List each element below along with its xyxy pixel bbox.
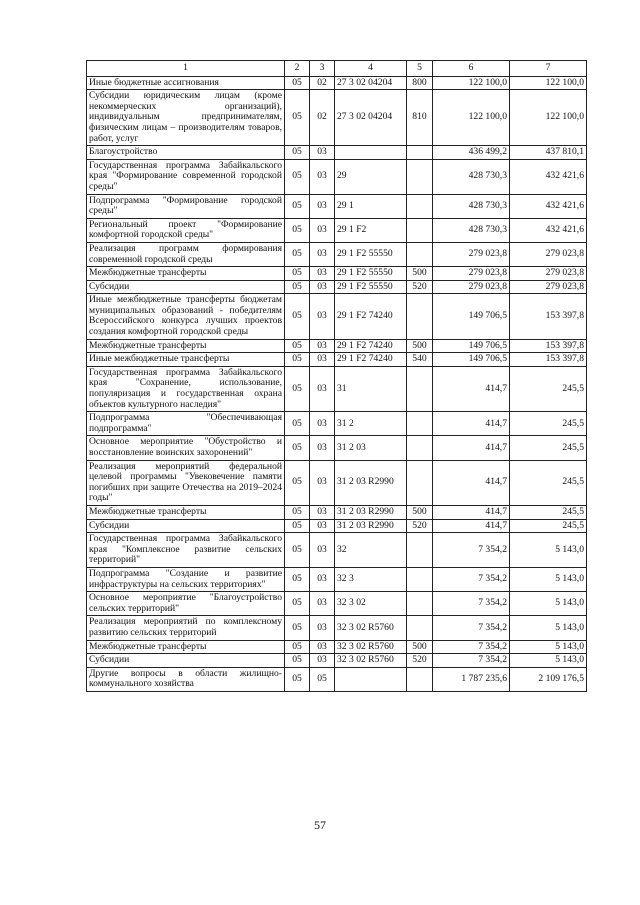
amount-year1-cell: 7 354,2 xyxy=(433,654,510,668)
table-row xyxy=(87,667,587,691)
table-row xyxy=(87,460,587,505)
expense-type-cell xyxy=(407,218,433,242)
row-name-cell: Основное мероприятие "Обустройство и восстановление воинских захоронений" xyxy=(87,436,285,460)
amount-year1-cell: 414,7 xyxy=(433,436,510,460)
target-article-cell: 32 3 02 R5760 xyxy=(335,640,407,654)
expense-type-cell: 500 xyxy=(407,339,433,353)
subsection-code-cell: 03 xyxy=(310,194,335,218)
row-name-cell: Региональный проект "Формирование комфортной городской среды" xyxy=(87,218,285,242)
amount-year2-cell: 245,5 xyxy=(510,366,587,411)
amount-year1-cell: 7 354,2 xyxy=(433,592,510,616)
amount-year1-cell: 7 354,2 xyxy=(433,616,510,640)
section-code-cell: 05 xyxy=(285,436,310,460)
amount-year2-cell: 5 143,0 xyxy=(510,567,587,591)
expense-type-cell: 800 xyxy=(407,76,433,90)
row-name-cell: Иные межбюджетные трансферты xyxy=(87,353,285,367)
section-code-cell: 05 xyxy=(285,567,310,591)
amount-year1-cell: 279 023,8 xyxy=(433,267,510,281)
amount-year2-cell: 245,5 xyxy=(510,436,587,460)
table-row xyxy=(87,218,587,242)
amount-year1-cell: 122 100,0 xyxy=(433,90,510,146)
expense-type-cell: 500 xyxy=(407,505,433,519)
subsection-code-cell: 03 xyxy=(310,267,335,281)
expense-type-cell: 500 xyxy=(407,267,433,281)
row-name-cell: Иные бюджетные ассигнования xyxy=(87,76,285,90)
amount-year2-cell: 5 143,0 xyxy=(510,533,587,568)
amount-year2-cell: 153 397,8 xyxy=(510,339,587,353)
target-article-cell: 31 2 03 xyxy=(335,436,407,460)
subsection-code-cell: 03 xyxy=(310,616,335,640)
expense-type-cell: 500 xyxy=(407,640,433,654)
amount-year2-cell: 153 397,8 xyxy=(510,353,587,367)
amount-year1-cell: 7 354,2 xyxy=(433,533,510,568)
expense-type-cell xyxy=(407,146,433,160)
expense-type-cell xyxy=(407,242,433,266)
amount-year2-cell: 5 143,0 xyxy=(510,640,587,654)
subsection-code-cell: 03 xyxy=(310,460,335,505)
subsection-code-cell: 03 xyxy=(310,567,335,591)
amount-year2-cell: 2 109 176,5 xyxy=(510,667,587,691)
target-article-cell: 29 1 F2 55550 xyxy=(335,242,407,266)
subsection-code-cell: 03 xyxy=(310,654,335,668)
amount-year2-cell: 5 143,0 xyxy=(510,592,587,616)
section-code-cell: 05 xyxy=(285,267,310,281)
section-code-cell: 05 xyxy=(285,294,310,339)
subsection-code-cell: 03 xyxy=(310,366,335,411)
table-row xyxy=(87,194,587,218)
target-article-cell: 32 3 02 R5760 xyxy=(335,654,407,668)
amount-year1-cell: 428 730,3 xyxy=(433,218,510,242)
target-article-cell: 32 3 xyxy=(335,567,407,591)
section-code-cell: 05 xyxy=(285,159,310,194)
amount-year2-cell: 245,5 xyxy=(510,519,587,533)
section-code-cell: 05 xyxy=(285,366,310,411)
target-article-cell xyxy=(335,667,407,691)
table-row xyxy=(87,505,587,519)
expense-type-cell xyxy=(407,460,433,505)
target-article-cell: 27 3 02 04204 xyxy=(335,76,407,90)
subsection-code-cell: 03 xyxy=(310,533,335,568)
table-row xyxy=(87,90,587,146)
table-row xyxy=(87,267,587,281)
expense-type-cell xyxy=(407,667,433,691)
amount-year1-cell: 414,7 xyxy=(433,412,510,436)
amount-year1-cell: 149 706,5 xyxy=(433,339,510,353)
row-name-cell: Межбюджетные трансферты xyxy=(87,267,285,281)
amount-year2-cell: 279 023,8 xyxy=(510,267,587,281)
amount-year2-cell: 437 810,1 xyxy=(510,146,587,160)
subsection-code-cell: 03 xyxy=(310,592,335,616)
section-code-cell: 05 xyxy=(285,640,310,654)
amount-year1-cell: 414,7 xyxy=(433,366,510,411)
target-article-cell: 31 2 03 R2990 xyxy=(335,519,407,533)
section-code-cell: 05 xyxy=(285,616,310,640)
amount-year1-cell: 1 787 235,6 xyxy=(433,667,510,691)
table-row xyxy=(87,366,587,411)
target-article-cell: 29 1 F2 74240 xyxy=(335,294,407,339)
expense-type-cell: 810 xyxy=(407,90,433,146)
target-article-cell: 29 1 F2 xyxy=(335,218,407,242)
amount-year1-cell: 122 100,0 xyxy=(433,76,510,90)
target-article-cell: 32 3 02 R5760 xyxy=(335,616,407,640)
section-code-cell: 05 xyxy=(285,505,310,519)
amount-year2-cell: 279 023,8 xyxy=(510,280,587,294)
table-row xyxy=(87,616,587,640)
table-row xyxy=(87,567,587,591)
amount-year1-cell: 149 706,5 xyxy=(433,294,510,339)
amount-year1-cell: 414,7 xyxy=(433,505,510,519)
table-row xyxy=(87,242,587,266)
row-name-cell: Подпрограмма "Формирование городской среды" xyxy=(87,194,285,218)
target-article-cell: 29 1 F2 55550 xyxy=(335,267,407,281)
amount-year2-cell: 5 143,0 xyxy=(510,654,587,668)
section-code-cell: 05 xyxy=(285,654,310,668)
table-row xyxy=(87,76,587,90)
amount-year2-cell: 432 421,6 xyxy=(510,194,587,218)
row-name-cell: Государственная программа Забайкальского края "Формирование современной городской среды" xyxy=(87,159,285,194)
expense-type-cell xyxy=(407,616,433,640)
subsection-code-cell: 03 xyxy=(310,640,335,654)
amount-year2-cell: 279 023,8 xyxy=(510,242,587,266)
section-code-cell: 05 xyxy=(285,592,310,616)
budget-table xyxy=(86,60,587,692)
subsection-code-cell: 03 xyxy=(310,242,335,266)
subsection-code-cell: 03 xyxy=(310,294,335,339)
table-row xyxy=(87,654,587,668)
expense-type-cell: 520 xyxy=(407,519,433,533)
section-code-cell: 05 xyxy=(285,412,310,436)
row-name-cell: Субсидии xyxy=(87,280,285,294)
expense-type-cell xyxy=(407,412,433,436)
amount-year1-cell: 428 730,3 xyxy=(433,159,510,194)
amount-year2-cell: 5 143,0 xyxy=(510,616,587,640)
row-name-cell: Реализация мероприятий федеральной целевой программы "Увековечение памяти погибших при защите Отечества на 2019–2024 годы" xyxy=(87,460,285,505)
subsection-code-cell: 03 xyxy=(310,505,335,519)
target-article-cell: 31 xyxy=(335,366,407,411)
table-row xyxy=(87,640,587,654)
section-code-cell: 05 xyxy=(285,242,310,266)
amount-year2-cell: 432 421,6 xyxy=(510,218,587,242)
amount-year1-cell: 414,7 xyxy=(433,460,510,505)
row-name-cell: Основное мероприятие "Благоустройство сельских территорий" xyxy=(87,592,285,616)
amount-year1-cell: 414,7 xyxy=(433,519,510,533)
subsection-code-cell: 03 xyxy=(310,353,335,367)
amount-year1-cell: 149 706,5 xyxy=(433,353,510,367)
subsection-code-cell: 02 xyxy=(310,90,335,146)
amount-year2-cell: 122 100,0 xyxy=(510,90,587,146)
header-cell: 2 xyxy=(285,61,310,77)
target-article-cell: 31 2 xyxy=(335,412,407,436)
row-name-cell: Реализация мероприятий по комплексному развитию сельских территорий xyxy=(87,616,285,640)
table-row xyxy=(87,280,587,294)
page-number: 57 xyxy=(314,818,326,832)
row-name-cell: Государственная программа Забайкальского края "Комплексное развитие сельских территорий" xyxy=(87,533,285,568)
target-article-cell: 29 1 F2 55550 xyxy=(335,280,407,294)
table-row xyxy=(87,353,587,367)
target-article-cell: 29 xyxy=(335,159,407,194)
subsection-code-cell: 03 xyxy=(310,436,335,460)
amount-year1-cell: 7 354,2 xyxy=(433,567,510,591)
section-code-cell: 05 xyxy=(285,194,310,218)
section-code-cell: 05 xyxy=(285,353,310,367)
subsection-code-cell: 03 xyxy=(310,146,335,160)
header-cell: 3 xyxy=(310,61,335,77)
target-article-cell: 31 2 03 R2990 xyxy=(335,460,407,505)
expense-type-cell: 540 xyxy=(407,353,433,367)
expense-type-cell: 520 xyxy=(407,654,433,668)
section-code-cell: 05 xyxy=(285,519,310,533)
subsection-code-cell: 02 xyxy=(310,76,335,90)
row-name-cell: Подпрограмма "Создание и развитие инфраструктуры на сельских территориях" xyxy=(87,567,285,591)
table-row xyxy=(87,146,587,160)
expense-type-cell xyxy=(407,567,433,591)
subsection-code-cell: 03 xyxy=(310,339,335,353)
subsection-code-cell: 03 xyxy=(310,412,335,436)
amount-year1-cell: 7 354,2 xyxy=(433,640,510,654)
target-article-cell: 32 3 02 xyxy=(335,592,407,616)
subsection-code-cell: 03 xyxy=(310,159,335,194)
amount-year2-cell: 153 397,8 xyxy=(510,294,587,339)
row-name-cell: Другие вопросы в области жилищно-коммунального хозяйства xyxy=(87,667,285,691)
amount-year1-cell: 279 023,8 xyxy=(433,280,510,294)
header-cell: 4 xyxy=(335,61,407,77)
section-code-cell: 05 xyxy=(285,76,310,90)
amount-year2-cell: 245,5 xyxy=(510,412,587,436)
row-name-cell: Межбюджетные трансферты xyxy=(87,505,285,519)
section-code-cell: 05 xyxy=(285,533,310,568)
subsection-code-cell: 03 xyxy=(310,218,335,242)
target-article-cell: 27 3 02 04204 xyxy=(335,90,407,146)
amount-year1-cell: 428 730,3 xyxy=(433,194,510,218)
target-article-cell: 29 1 F2 74240 xyxy=(335,339,407,353)
expense-type-cell xyxy=(407,533,433,568)
amount-year2-cell: 122 100,0 xyxy=(510,76,587,90)
target-article-cell: 29 1 F2 74240 xyxy=(335,353,407,367)
section-code-cell: 05 xyxy=(285,90,310,146)
expense-type-cell xyxy=(407,592,433,616)
expense-type-cell xyxy=(407,194,433,218)
target-article-cell: 29 1 xyxy=(335,194,407,218)
row-name-cell: Государственная программа Забайкальского края "Сохранение, использование, популяризация и государственная охрана объектов культурного наследия" xyxy=(87,366,285,411)
amount-year2-cell: 432 421,6 xyxy=(510,159,587,194)
section-code-cell: 05 xyxy=(285,667,310,691)
header-cell: 5 xyxy=(407,61,433,77)
section-code-cell: 05 xyxy=(285,218,310,242)
section-code-cell: 05 xyxy=(285,460,310,505)
target-article-cell: 31 2 03 R2990 xyxy=(335,505,407,519)
header-cell: 6 xyxy=(433,61,510,77)
amount-year1-cell: 436 499,2 xyxy=(433,146,510,160)
row-name-cell: Субсидии юридическим лицам (кроме некоммерческих организаций), индивидуальным предпринимателям, физическим лицам – производителям товаров, работ, услуг xyxy=(87,90,285,146)
section-code-cell: 05 xyxy=(285,146,310,160)
amount-year1-cell: 279 023,8 xyxy=(433,242,510,266)
row-name-cell: Иные межбюджетные трансферты бюджетам муниципальных образований - победителям Всероссийского конкурса лучших проектов создания комфортной городской среды xyxy=(87,294,285,339)
subsection-code-cell: 05 xyxy=(310,667,335,691)
table-header-row xyxy=(87,61,587,77)
row-name-cell: Подпрограмма "Обеспечивающая подпрограмма" xyxy=(87,412,285,436)
section-code-cell: 05 xyxy=(285,280,310,294)
amount-year2-cell: 245,5 xyxy=(510,460,587,505)
table-row xyxy=(87,159,587,194)
expense-type-cell xyxy=(407,159,433,194)
expense-type-cell xyxy=(407,436,433,460)
section-code-cell: 05 xyxy=(285,339,310,353)
table-row xyxy=(87,436,587,460)
table-row xyxy=(87,519,587,533)
row-name-cell: Субсидии xyxy=(87,654,285,668)
header-cell: 1 xyxy=(87,61,285,77)
expense-type-cell xyxy=(407,294,433,339)
target-article-cell xyxy=(335,146,407,160)
row-name-cell: Межбюджетные трансферты xyxy=(87,640,285,654)
table-row xyxy=(87,592,587,616)
expense-type-cell: 520 xyxy=(407,280,433,294)
row-name-cell: Субсидии xyxy=(87,519,285,533)
subsection-code-cell: 03 xyxy=(310,519,335,533)
target-article-cell: 32 xyxy=(335,533,407,568)
row-name-cell: Благоустройство xyxy=(87,146,285,160)
subsection-code-cell: 03 xyxy=(310,280,335,294)
table-row xyxy=(87,294,587,339)
row-name-cell: Реализация программ формирования современной городской среды xyxy=(87,242,285,266)
expense-type-cell xyxy=(407,366,433,411)
row-name-cell: Межбюджетные трансферты xyxy=(87,339,285,353)
header-cell: 7 xyxy=(510,61,587,77)
table-row xyxy=(87,339,587,353)
table-row xyxy=(87,533,587,568)
amount-year2-cell: 245,5 xyxy=(510,505,587,519)
table-row xyxy=(87,412,587,436)
